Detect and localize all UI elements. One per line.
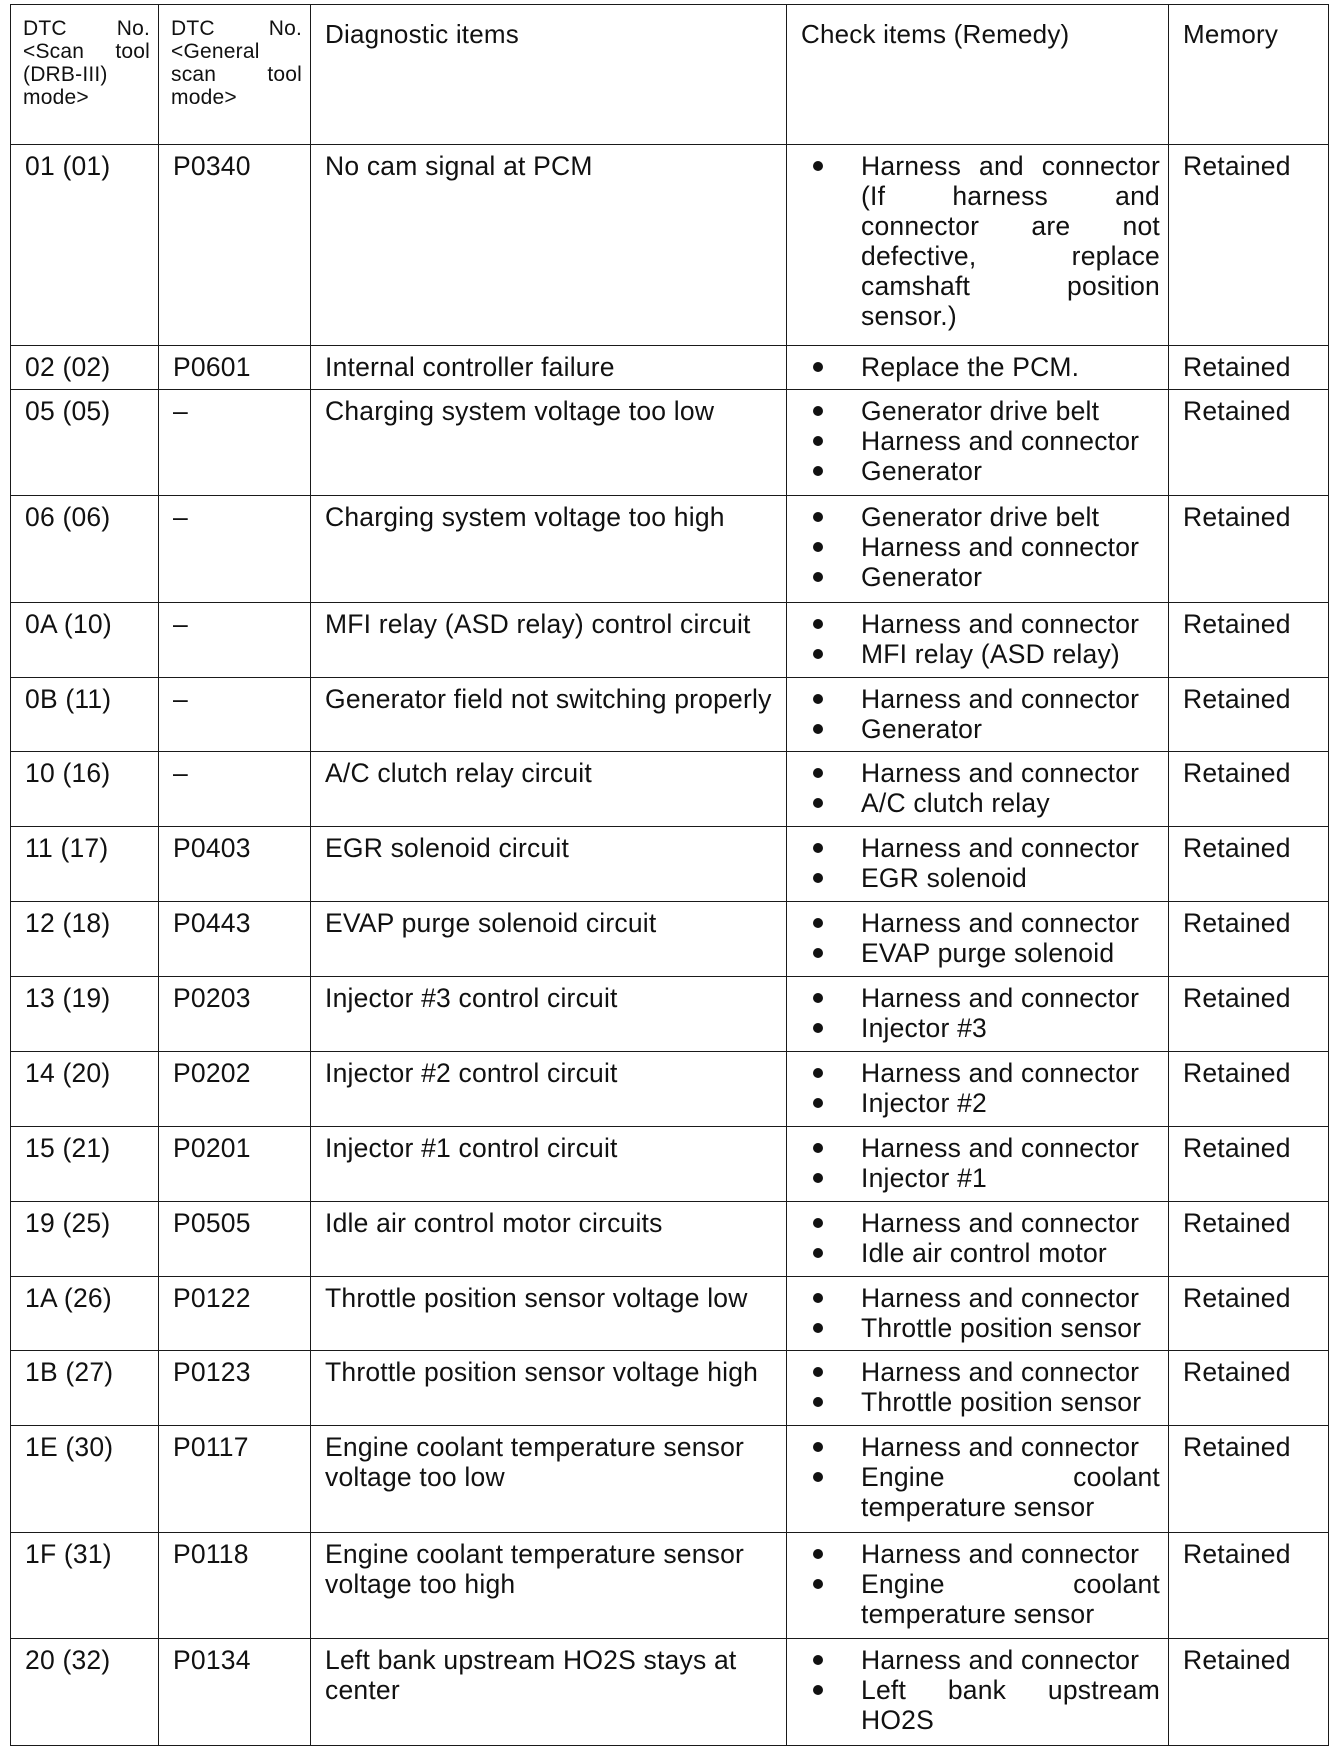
check-item: Generator drive belt — [801, 502, 1160, 532]
diagnostic-item-cell: Idle air control motor circuits — [311, 1201, 787, 1276]
check-item: Engine coolant temperature sensor — [801, 1569, 1160, 1629]
header-memory: Memory — [1169, 5, 1329, 145]
table-body — [11, 145, 1329, 1746]
check-item: Harness and connector — [801, 1357, 1160, 1387]
header-scan-tool-dtc: DTC No. <Scan tool (DRB-III) mode> — [11, 5, 159, 145]
dtc-scan-tool-cell: 1A (26) — [11, 1276, 159, 1351]
diagnostic-item-cell: Charging system voltage too low — [311, 389, 787, 496]
check-items-list — [801, 1539, 1160, 1629]
memory-cell: Retained — [1169, 1276, 1329, 1351]
table-row — [11, 1351, 1329, 1426]
memory-cell: Retained — [1169, 1351, 1329, 1426]
header-general-scan-tool-dtc: DTC No. <General scan tool mode> — [159, 5, 311, 145]
check-items-cell — [787, 1532, 1169, 1639]
memory-cell: Retained — [1169, 1426, 1329, 1533]
dtc-scan-tool-cell: 12 (18) — [11, 902, 159, 977]
dtc-scan-tool-cell: 13 (19) — [11, 977, 159, 1052]
memory-cell: Retained — [1169, 977, 1329, 1052]
dtc-scan-tool-cell: 1E (30) — [11, 1426, 159, 1533]
dtc-general-code-cell: P0203 — [159, 977, 311, 1052]
check-item: Harness and connector — [801, 1133, 1160, 1163]
memory-cell: Retained — [1169, 1532, 1329, 1639]
table-row — [11, 389, 1329, 496]
memory-cell: Retained — [1169, 346, 1329, 389]
check-item: Harness and connector — [801, 1432, 1160, 1462]
diagnostic-item-cell: MFI relay (ASD relay) control circuit — [311, 602, 787, 677]
dtc-scan-tool-cell: 05 (05) — [11, 389, 159, 496]
check-items-list — [801, 1357, 1160, 1417]
check-item: Harness and connector — [801, 908, 1160, 938]
check-items-cell — [787, 1351, 1169, 1426]
check-item: Harness and connector — [801, 1058, 1160, 1088]
check-items-list — [801, 1208, 1160, 1268]
diagnostic-item-cell: A/C clutch relay circuit — [311, 752, 787, 827]
check-item: Harness and connector — [801, 833, 1160, 863]
dtc-general-code-cell: P0134 — [159, 1639, 311, 1746]
check-items-list — [801, 352, 1160, 382]
check-item: Idle air control motor — [801, 1238, 1160, 1268]
diagnostic-item-cell: EVAP purge solenoid circuit — [311, 902, 787, 977]
table-row — [11, 677, 1329, 752]
check-items-cell — [787, 1426, 1169, 1533]
dtc-general-code-cell: P0601 — [159, 346, 311, 389]
check-items-cell — [787, 902, 1169, 977]
table-row — [11, 1051, 1329, 1126]
memory-cell: Retained — [1169, 1639, 1329, 1746]
memory-cell: Retained — [1169, 1126, 1329, 1201]
dtc-general-code-cell: – — [159, 602, 311, 677]
dtc-general-code-cell: P0505 — [159, 1201, 311, 1276]
check-items-list — [801, 908, 1160, 968]
dtc-general-code-cell: P0118 — [159, 1532, 311, 1639]
table-row — [11, 752, 1329, 827]
table-row — [11, 1532, 1329, 1639]
dtc-scan-tool-cell: 01 (01) — [11, 145, 159, 346]
check-items-list — [801, 1283, 1160, 1343]
memory-cell: Retained — [1169, 677, 1329, 752]
table-header-row — [11, 5, 1329, 145]
check-item: Injector #1 — [801, 1163, 1160, 1193]
check-items-list — [801, 502, 1160, 592]
table-row — [11, 1639, 1329, 1746]
check-item: Left bank upstream HO2S — [801, 1675, 1160, 1735]
memory-cell: Retained — [1169, 1201, 1329, 1276]
check-item: Harness and connector — [801, 983, 1160, 1013]
check-items-cell — [787, 496, 1169, 603]
dtc-scan-tool-cell: 20 (32) — [11, 1639, 159, 1746]
dtc-general-code-cell: P0443 — [159, 902, 311, 977]
diagnostic-item-cell: Throttle position sensor voltage low — [311, 1276, 787, 1351]
table-row — [11, 496, 1329, 603]
check-item: Harness and connector — [801, 1645, 1160, 1675]
dtc-general-code-cell: – — [159, 677, 311, 752]
memory-cell: Retained — [1169, 752, 1329, 827]
memory-cell: Retained — [1169, 496, 1329, 603]
table-row — [11, 977, 1329, 1052]
check-items-cell — [787, 602, 1169, 677]
check-items-list — [801, 609, 1160, 669]
check-item: Generator — [801, 456, 1160, 486]
table-row — [11, 1426, 1329, 1533]
check-items-cell — [787, 752, 1169, 827]
dtc-scan-tool-cell: 19 (25) — [11, 1201, 159, 1276]
dtc-scan-tool-cell: 1B (27) — [11, 1351, 159, 1426]
check-items-cell — [787, 1201, 1169, 1276]
check-item: Harness and connector — [801, 1208, 1160, 1238]
check-item: Injector #3 — [801, 1013, 1160, 1043]
check-items-list — [801, 983, 1160, 1043]
diagnostic-item-cell: Injector #3 control circuit — [311, 977, 787, 1052]
check-items-cell — [787, 145, 1169, 346]
check-item: Harness and connector (If harness and connector are not defective, replace camshaft position sensor.) — [801, 151, 1160, 331]
check-items-list — [801, 151, 1160, 331]
dtc-scan-tool-cell: 02 (02) — [11, 346, 159, 389]
dtc-general-code-cell: P0117 — [159, 1426, 311, 1533]
check-items-list — [801, 1645, 1160, 1735]
check-items-cell — [787, 346, 1169, 389]
check-item: Replace the PCM. — [801, 352, 1160, 382]
diagnostic-item-cell: Throttle position sensor voltage high — [311, 1351, 787, 1426]
diagnostic-item-cell: EGR solenoid circuit — [311, 827, 787, 902]
check-item: Throttle position sensor — [801, 1313, 1160, 1343]
dtc-general-code-cell: – — [159, 389, 311, 496]
check-item: Harness and connector — [801, 532, 1160, 562]
check-item: Generator — [801, 562, 1160, 592]
table-row — [11, 346, 1329, 389]
check-item: Harness and connector — [801, 758, 1160, 788]
header-check-items: Check items (Remedy) — [787, 5, 1169, 145]
check-item: Harness and connector — [801, 684, 1160, 714]
table-row — [11, 1201, 1329, 1276]
diagnostic-item-cell: No cam signal at PCM — [311, 145, 787, 346]
check-items-list — [801, 758, 1160, 818]
header-diagnostic-items: Diagnostic items — [311, 5, 787, 145]
diagnostic-item-cell: Injector #1 control circuit — [311, 1126, 787, 1201]
dtc-scan-tool-cell: 0A (10) — [11, 602, 159, 677]
dtc-scan-tool-cell: 14 (20) — [11, 1051, 159, 1126]
table-row — [11, 1276, 1329, 1351]
dtc-general-code-cell: P0403 — [159, 827, 311, 902]
dtc-general-code-cell: P0122 — [159, 1276, 311, 1351]
check-items-list — [801, 1432, 1160, 1522]
check-item: EGR solenoid — [801, 863, 1160, 893]
check-item: Harness and connector — [801, 1539, 1160, 1569]
table-row — [11, 145, 1329, 346]
check-items-cell — [787, 677, 1169, 752]
check-item: Harness and connector — [801, 426, 1160, 456]
dtc-scan-tool-cell: 10 (16) — [11, 752, 159, 827]
check-items-cell — [787, 1126, 1169, 1201]
check-item: A/C clutch relay — [801, 788, 1160, 818]
memory-cell: Retained — [1169, 1051, 1329, 1126]
memory-cell: Retained — [1169, 602, 1329, 677]
diagnostic-item-cell: Engine coolant temperature sensor voltage too high — [311, 1532, 787, 1639]
dtc-scan-tool-cell: 06 (06) — [11, 496, 159, 603]
check-items-cell — [787, 1639, 1169, 1746]
dtc-general-code-cell: P0201 — [159, 1126, 311, 1201]
diagnostic-item-cell: Charging system voltage too high — [311, 496, 787, 603]
table-row — [11, 902, 1329, 977]
check-item: EVAP purge solenoid — [801, 938, 1160, 968]
check-item: Throttle position sensor — [801, 1387, 1160, 1417]
memory-cell: Retained — [1169, 902, 1329, 977]
memory-cell: Retained — [1169, 389, 1329, 496]
document-page — [10, 4, 1328, 1746]
dtc-general-code-cell: P0340 — [159, 145, 311, 346]
check-item: Engine coolant temperature sensor — [801, 1462, 1160, 1522]
dtc-scan-tool-cell: 15 (21) — [11, 1126, 159, 1201]
dtc-general-code-cell: – — [159, 496, 311, 603]
check-item: MFI relay (ASD relay) — [801, 639, 1160, 669]
check-items-cell — [787, 827, 1169, 902]
table-row — [11, 1126, 1329, 1201]
check-items-list — [801, 1133, 1160, 1193]
check-items-list — [801, 1058, 1160, 1118]
table-row — [11, 827, 1329, 902]
check-items-list — [801, 684, 1160, 744]
memory-cell: Retained — [1169, 145, 1329, 346]
memory-cell: Retained — [1169, 827, 1329, 902]
check-items-list — [801, 396, 1160, 486]
check-items-cell — [787, 977, 1169, 1052]
diagnostic-item-cell: Internal controller failure — [311, 346, 787, 389]
check-item: Harness and connector — [801, 609, 1160, 639]
dtc-scan-tool-cell: 11 (17) — [11, 827, 159, 902]
dtc-general-code-cell: P0202 — [159, 1051, 311, 1126]
table-row — [11, 602, 1329, 677]
diagnostic-item-cell: Generator field not switching properly — [311, 677, 787, 752]
dtc-table — [10, 4, 1329, 1746]
check-items-cell — [787, 389, 1169, 496]
check-item: Harness and connector — [801, 1283, 1160, 1313]
check-item: Generator drive belt — [801, 396, 1160, 426]
dtc-scan-tool-cell: 1F (31) — [11, 1532, 159, 1639]
diagnostic-item-cell: Injector #2 control circuit — [311, 1051, 787, 1126]
check-items-cell — [787, 1276, 1169, 1351]
check-item: Generator — [801, 714, 1160, 744]
check-item: Injector #2 — [801, 1088, 1160, 1118]
check-items-cell — [787, 1051, 1169, 1126]
dtc-general-code-cell: P0123 — [159, 1351, 311, 1426]
check-items-list — [801, 833, 1160, 893]
diagnostic-item-cell: Left bank upstream HO2S stays at center — [311, 1639, 787, 1746]
dtc-general-code-cell: – — [159, 752, 311, 827]
diagnostic-item-cell: Engine coolant temperature sensor voltage too low — [311, 1426, 787, 1533]
dtc-scan-tool-cell: 0B (11) — [11, 677, 159, 752]
